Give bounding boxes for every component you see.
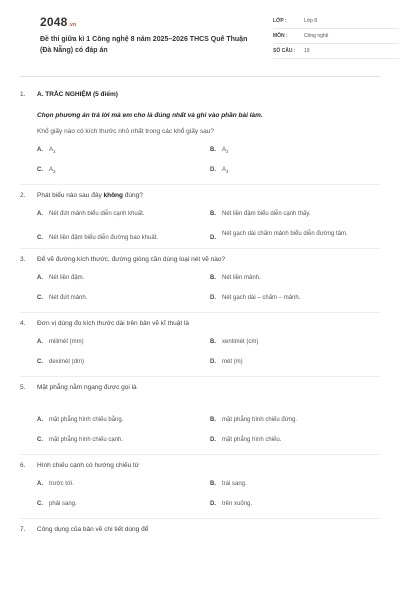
option-a[interactable]: A. mặt phẳng hình chiếu bằng. [37,417,124,423]
meta-row-subject [273,29,399,44]
option-d[interactable]: D. $A_4$ [210,167,229,175]
question-7 [20,525,380,534]
option-a[interactable]: A. milimét (mm) [37,339,84,345]
question-text: Để vẽ đường kích thước, đường gióng cần dùng loại nét vẽ nào? [37,256,226,263]
question-6 [20,461,380,519]
question-5 [20,383,380,455]
option-c[interactable]: C. $A_3$ [37,167,56,175]
question-4 [20,319,380,377]
question-list [20,80,380,534]
meta-value: 19 [304,48,310,54]
option-c[interactable]: C. deximét (dm) [37,359,85,365]
question-text: Hình chiếu cạnh có hướng chiếu từ [37,462,140,469]
option-d[interactable]: D. mặt phẳng hình chiếu. [210,437,282,443]
answer-options [37,474,380,514]
question-divider [20,184,380,185]
option-d[interactable]: D. Nét gạch dài – chấm – mảnh. [210,295,301,301]
section-instruction: Chọn phương án trả lời mà em cho là đúng nhất và ghi vào phần bài làm. [37,112,263,119]
question-2 [20,191,380,249]
meta-row-class [273,14,399,29]
question-number: 3. [20,256,26,263]
answer-options [37,268,380,308]
question-text: Công dụng của bản vẽ chi tiết dùng để [37,526,149,533]
meta-value: Lớp 8 [304,18,318,24]
question-number: 7. [20,526,26,533]
meta-row-count [273,44,399,59]
question-text: Mặt phẳng nằm ngang được gọi là [37,384,137,391]
question-divider [20,518,380,519]
option-d[interactable]: D. mét (m) [210,359,243,365]
exam-title: Đề thi giữa kì 1 Công nghệ 8 năm 2025–2026 THCS Quế Thuận (Đà Nẵng) có đáp án [40,36,248,54]
page-header [20,0,380,76]
question-divider [20,248,380,249]
answer-options [37,410,380,450]
option-c[interactable]: C. phải sang. [37,501,77,507]
option-a[interactable]: A. Nét đứt mảnh biểu diễn cạnh khuất. [37,211,145,217]
answer-options [37,332,380,372]
question-text: Khổ giấy nào có kích thước nhỏ nhất trong các khổ giấy sau? [37,128,215,135]
question-number: 4. [20,320,26,327]
question-divider [20,376,380,377]
question-number: 2. [20,192,26,199]
question-1 [20,80,380,185]
option-b[interactable]: B. Nét liền mảnh. [210,275,261,281]
question-3 [20,255,380,313]
site-logo[interactable]: 2048.vn [40,15,77,29]
option-b[interactable]: B. trái sang. [210,481,247,487]
question-number: 5. [20,384,26,391]
option-b[interactable]: B. $A_2$ [210,147,229,155]
option-b[interactable]: B. mặt phẳng hình chiếu đứng. [210,417,298,423]
exam-meta [273,14,399,59]
answer-options [37,140,380,180]
question-number: 1. [20,91,26,98]
header-divider [20,76,380,77]
option-d[interactable]: D. Nét gạch dài chấm mảnh biểu diễn đường tâm. [210,231,348,241]
option-b[interactable]: B. xentimét (cm) [210,339,259,345]
option-a[interactable]: A. trước tới. [37,481,74,487]
question-number: 6. [20,462,26,469]
question-text: Phát biểu nào sau đây không đúng? [37,192,143,199]
section-title: A. TRẮC NGHIỆM (5 điểm) [37,91,118,98]
option-b[interactable]: B. Nét liền đậm biểu diễn cạnh thấy. [210,211,311,217]
option-a[interactable]: A. $A_1$ [37,147,56,155]
meta-label: SỐ CÂU : [273,48,296,54]
option-a[interactable]: A. Nét liền đậm. [37,275,85,281]
question-divider [20,454,380,455]
meta-value: Công nghệ [304,33,329,39]
option-c[interactable]: C. Nét liền đậm biểu diễn đường bao khuất. [37,235,159,241]
question-divider [20,312,380,313]
option-c[interactable]: C. Nét đứt mảnh. [37,295,88,301]
option-d[interactable]: D. trên xuống. [210,501,253,507]
question-text: Đơn vị dùng đo kích thước dài trên bản vẽ kĩ thuật là [37,320,189,327]
answer-options [37,204,380,244]
option-c[interactable]: C. mặt phẳng hình chiếu cạnh. [37,437,124,443]
meta-label: LỚP : [273,18,287,24]
meta-label: MÔN : [273,33,288,39]
